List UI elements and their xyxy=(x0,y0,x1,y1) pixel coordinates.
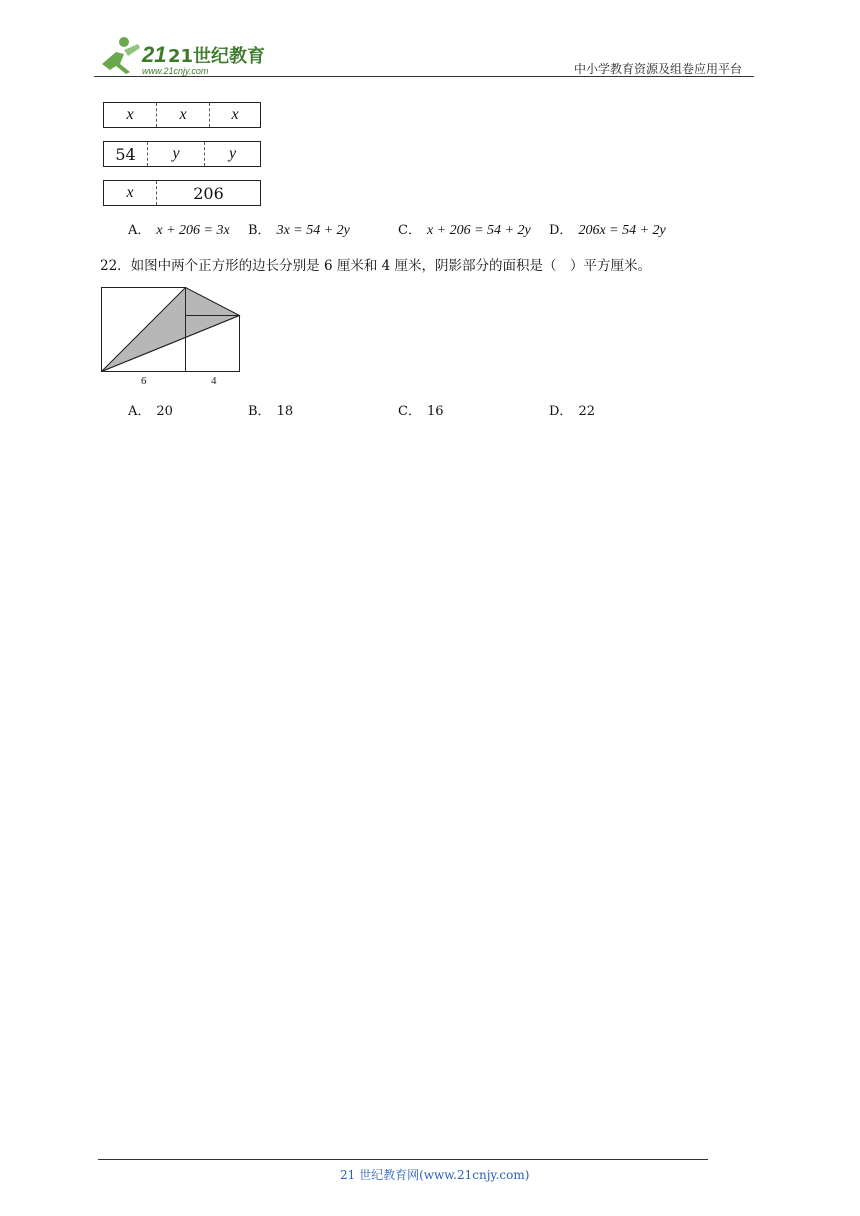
svg-text:21: 21 xyxy=(142,42,167,67)
option-expression: 206x = 54 + 2y xyxy=(578,223,666,238)
q21-option-a[interactable] xyxy=(128,219,230,239)
bar-diagram-2 xyxy=(103,141,261,167)
bar1-segment-3: x xyxy=(209,103,260,127)
option-label: D． xyxy=(549,404,573,419)
svg-text:www.21cnjy.com: www.21cnjy.com xyxy=(142,66,209,76)
header-platform-text: 中小学教育资源及组卷应用平台 xyxy=(574,62,743,76)
bar-diagram-1 xyxy=(103,102,261,128)
option-label: B． xyxy=(248,404,271,419)
bar2-segment-3: y xyxy=(204,142,260,166)
q22-option-d[interactable] xyxy=(549,400,595,419)
q21-option-d[interactable] xyxy=(549,219,666,239)
bar2-segment-2: y xyxy=(147,142,204,166)
q22-option-c[interactable] xyxy=(398,400,444,419)
site-logo xyxy=(94,34,264,78)
footer-divider xyxy=(98,1159,708,1160)
squares-diagram xyxy=(98,284,244,388)
option-expression: x + 206 = 54 + 2y xyxy=(426,223,531,238)
option-value: 18 xyxy=(276,404,294,419)
option-label: A． xyxy=(128,404,151,419)
header-divider xyxy=(94,76,754,77)
option-expression: x + 206 = 3x xyxy=(156,223,230,238)
bar3-segment-2: 206 xyxy=(156,181,260,205)
option-label: C． xyxy=(398,223,421,238)
option-value: 16 xyxy=(426,404,444,419)
q22-option-a[interactable] xyxy=(128,400,173,419)
question-22-text: 22．如图中两个正方形的边长分别是 6 厘米和 4 厘米，阴影部分的面积是（ ）平方厘米。 xyxy=(100,258,652,274)
bar1-segment-1: x xyxy=(126,106,134,123)
q21-option-c[interactable] xyxy=(398,219,531,239)
bar3-segment-1: x xyxy=(126,184,134,201)
squares-figure xyxy=(98,284,244,388)
bar-diagram-3 xyxy=(103,180,261,206)
runner-logo-icon xyxy=(94,34,264,78)
option-label: A． xyxy=(128,223,151,238)
option-expression: 3x = 54 + 2y xyxy=(276,223,350,238)
option-label: D． xyxy=(549,223,573,238)
option-label: B． xyxy=(248,223,271,238)
bar1-segment-2: x xyxy=(156,103,209,127)
svg-text:21世纪教育: 21世纪教育 xyxy=(168,46,264,67)
shaded-triangle xyxy=(102,288,240,372)
option-value: 22 xyxy=(578,404,595,419)
footer-link[interactable]: 21 世纪教育网(www.21cnjy.com) xyxy=(340,1168,530,1182)
label-side-4: 4 xyxy=(211,375,217,387)
q22-option-b[interactable] xyxy=(248,400,293,419)
option-label: C． xyxy=(398,404,421,419)
q21-option-b[interactable] xyxy=(248,219,350,239)
label-side-6: 6 xyxy=(141,375,147,387)
option-value: 20 xyxy=(156,404,173,419)
bar2-segment-1: 54 xyxy=(115,144,136,164)
